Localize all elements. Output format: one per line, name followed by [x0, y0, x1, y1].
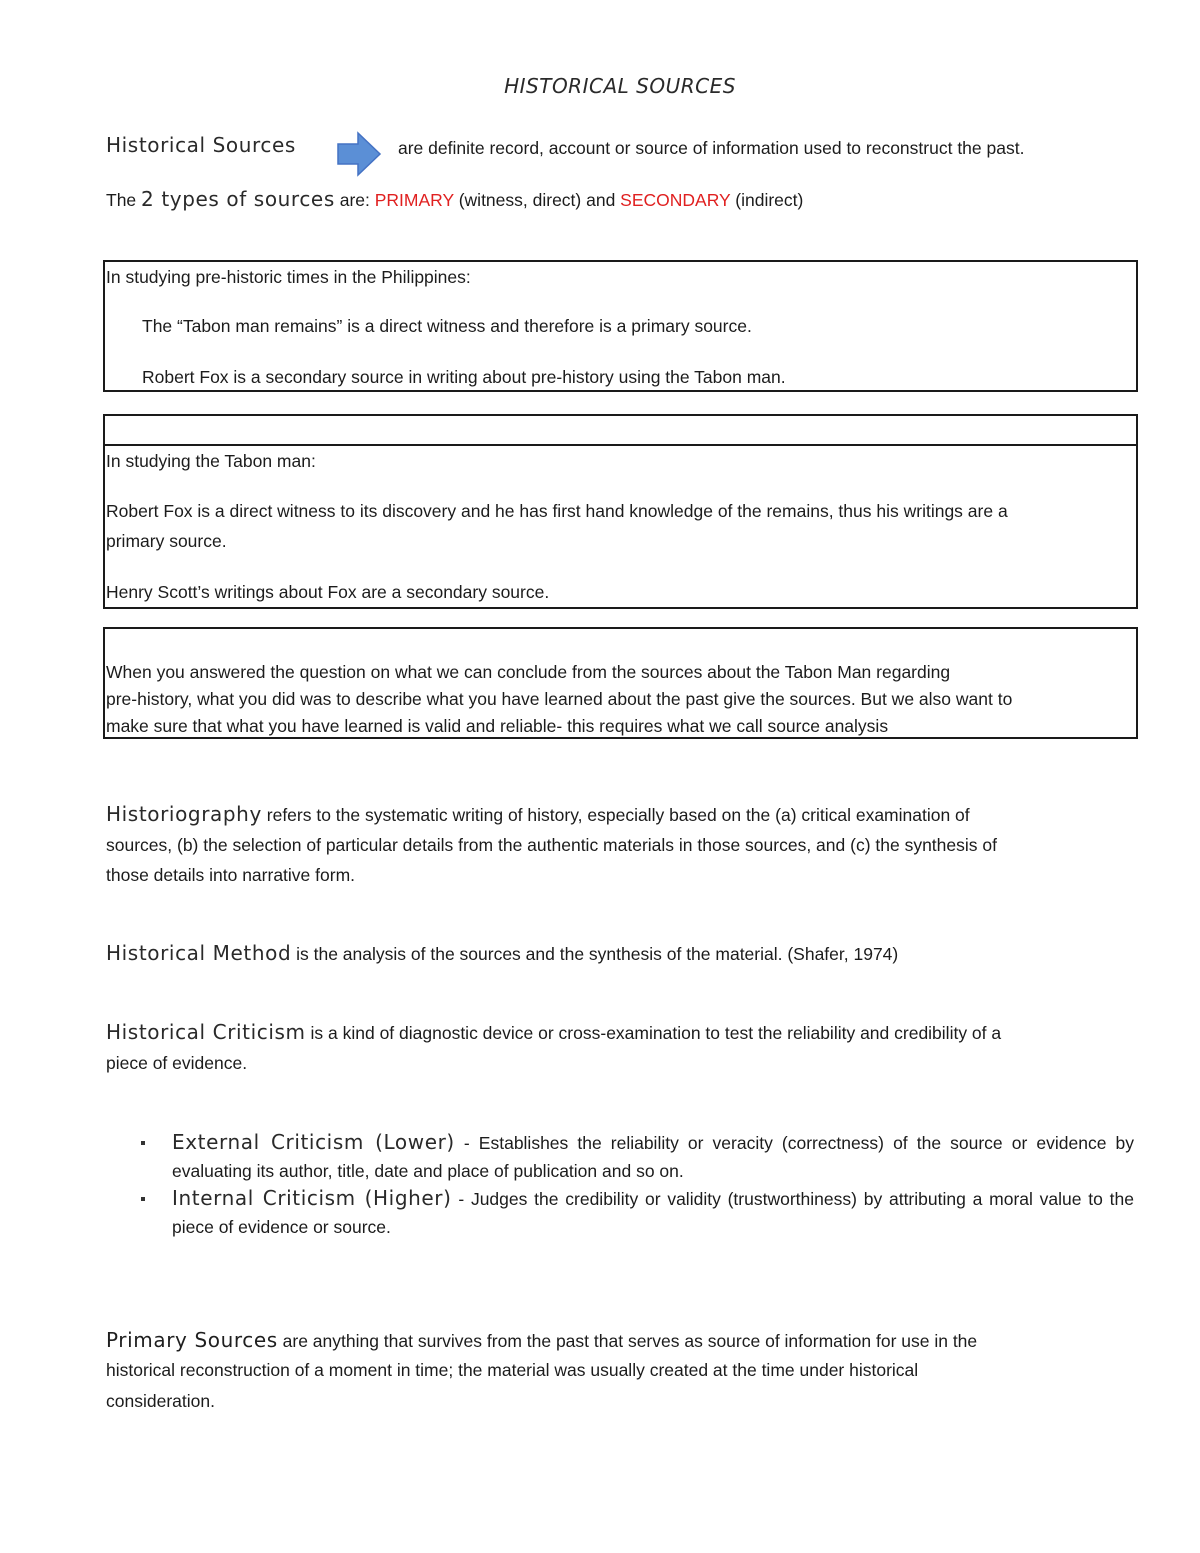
box1-line2: The “Tabon man remains” is a direct witness and therefore is a primary source.	[142, 316, 752, 336]
internal-criticism-term: Internal Criticism (Higher)	[172, 1186, 452, 1210]
historical-method-text: is the analysis of the sources and the synthesis of the material. (Shafer, 1974)	[291, 944, 899, 964]
primary-desc: (witness, direct) and	[453, 190, 621, 210]
historiography-text1: refers to the systematic writing of history, especially based on the (a) critical examination of	[261, 805, 970, 825]
page-title: HISTORICAL SOURCES	[504, 74, 736, 98]
prehistoric-box	[103, 260, 1138, 392]
historical-sources-term: Historical Sources	[106, 133, 296, 157]
historiography-line3: those details into narrative form.	[106, 865, 356, 885]
external-criticism-item	[172, 1128, 1134, 1185]
external-criticism-text: - Establishes the reliability or veracity (correctness) of the source or evidence by evaluating its author, title, date and place of publication and so on.	[172, 1133, 1134, 1181]
external-criticism-term: External Criticism (Lower)	[172, 1130, 455, 1154]
historical-criticism-text1: is a kind of diagnostic device or cross-examination to test the reliability and credibility of a	[305, 1023, 1002, 1043]
empty-box	[103, 414, 1138, 446]
internal-criticism-text: - Judges the credibility or validity (trustworthiness) by attributing a moral value to the piece of evidence or source.	[172, 1189, 1134, 1237]
box3-line2: pre-history, what you did was to describe what you have learned about the past give the sources. But we also want to	[106, 689, 1013, 709]
primary-label: PRIMARY	[374, 190, 454, 210]
box2-line2a: Robert Fox is a direct witness to its discovery and he has first hand knowledge of the remains, thus his writings are a	[106, 501, 1008, 521]
box2-line2b: primary source.	[106, 531, 227, 551]
source-analysis-box	[103, 627, 1138, 739]
box1-line1: In studying pre-historic times in the Philippines:	[106, 267, 471, 287]
types-prefix: The	[106, 190, 142, 210]
historical-sources-definition: are definite record, account or source of information used to reconstruct the past.	[398, 138, 1025, 158]
bullet-icon	[141, 1141, 145, 1145]
types-line	[106, 184, 803, 215]
box2-line3: Henry Scott’s writings about Fox are a secondary source.	[106, 582, 550, 602]
primary-sources-text1: are anything that survives from the past that serves as source of information for use in the	[277, 1331, 978, 1351]
tabon-man-box	[103, 444, 1138, 609]
historical-criticism-line2: piece of evidence.	[106, 1053, 248, 1073]
box3-line1: When you answered the question on what we can conclude from the sources about the Tabon Man regarding	[106, 662, 951, 682]
box3-line3: make sure that what you have learned is valid and reliable- this requires what we call source analysis	[106, 716, 889, 736]
primary-sources-line1	[106, 1325, 977, 1356]
primary-sources-line3: consideration.	[106, 1391, 215, 1411]
internal-criticism-item	[172, 1184, 1134, 1241]
bullet-icon	[141, 1197, 145, 1201]
box2-line1: In studying the Tabon man:	[106, 451, 316, 471]
primary-sources-term: Primary Sources	[106, 1328, 278, 1352]
historical-method-term: Historical Method	[106, 941, 292, 965]
secondary-label: SECONDARY	[620, 190, 731, 210]
types-are: are:	[334, 190, 370, 210]
historiography-term: Historiography	[106, 802, 262, 826]
historical-criticism-line1	[106, 1017, 1001, 1048]
right-arrow-icon	[336, 131, 382, 177]
historical-criticism-term: Historical Criticism	[106, 1020, 306, 1044]
box1-line3: Robert Fox is a secondary source in writing about pre-history using the Tabon man.	[142, 367, 786, 387]
historiography-line1	[106, 799, 970, 830]
types-term: 2 types of sources	[141, 187, 335, 211]
historiography-line2: sources, (b) the selection of particular details from the authentic materials in those sources, and (c) the synthesis of	[106, 835, 997, 855]
primary-sources-line2: historical reconstruction of a moment in time; the material was usually created at the time under historical	[106, 1360, 919, 1380]
historical-method-line	[106, 938, 898, 969]
secondary-desc: (indirect)	[730, 190, 804, 210]
